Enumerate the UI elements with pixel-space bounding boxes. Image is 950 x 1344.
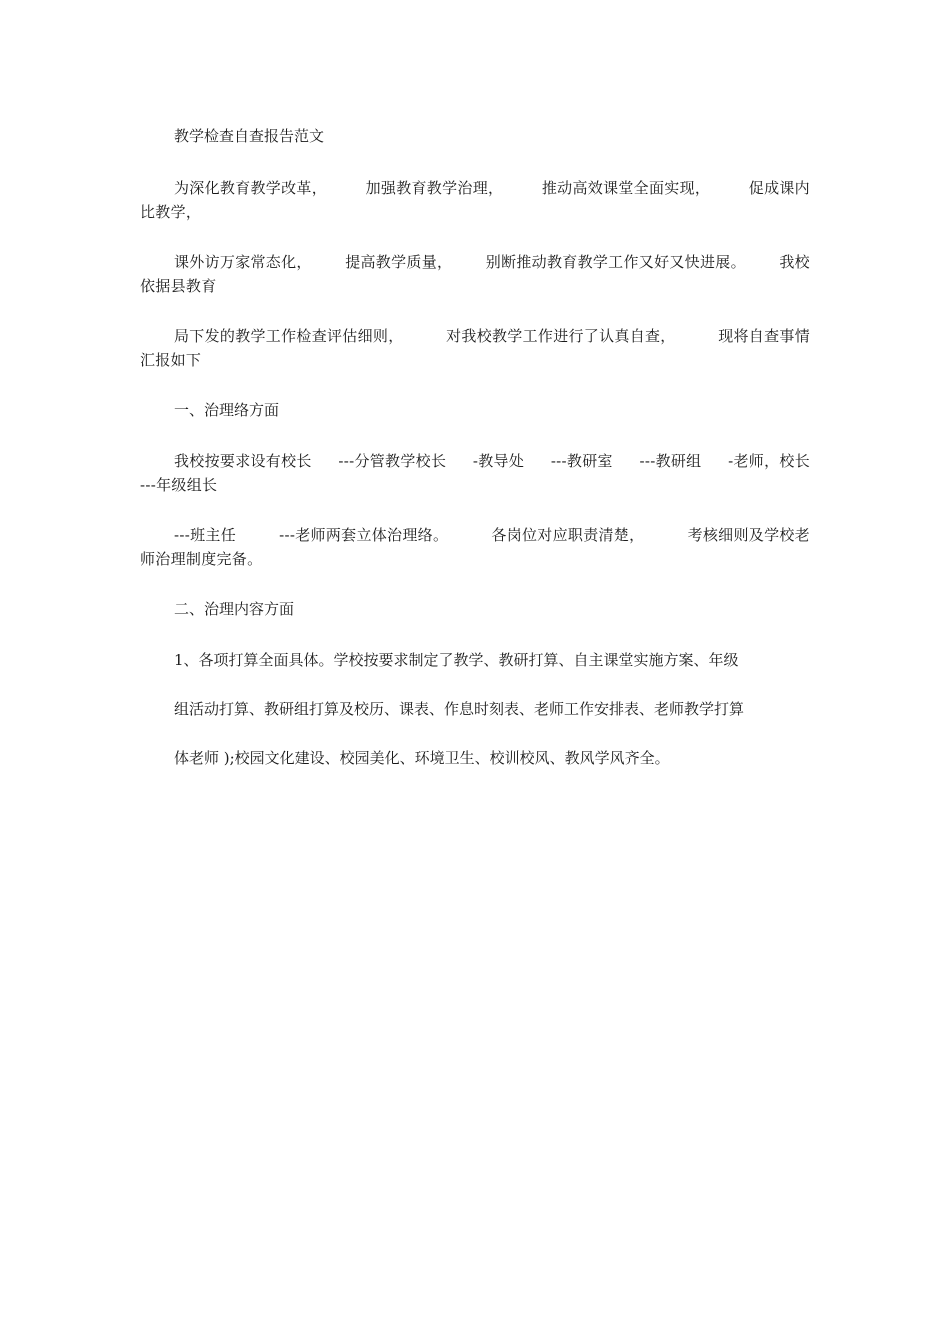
paragraph-5-line-1 xyxy=(140,523,810,547)
item-1-line-3: 体老师 );校园文化建设、校园美化、环境卫生、校训校风、教风学风齐全。 xyxy=(174,749,670,767)
paragraph-5-line-2 xyxy=(140,547,810,571)
paragraph-4-line-2 xyxy=(140,473,810,497)
text-segment: ---班主任 xyxy=(174,526,237,544)
text-segment: 加强教育教学治理， xyxy=(365,179,504,197)
text-segment: -教导处 xyxy=(472,452,525,470)
item-1-line-2: 组活动打算、教研组打算及校历、课表、作息时刻表、老师工作安排表、老师教学打算 xyxy=(174,700,745,718)
paragraph-1 xyxy=(140,176,810,224)
text-segment: 师治理制度完备。 xyxy=(140,550,263,568)
text-segment: 比教学， xyxy=(140,203,202,221)
text-segment: ---年级组长 xyxy=(140,476,218,494)
paragraph-4-line-1 xyxy=(140,449,810,473)
text-segment: 我校 xyxy=(779,253,810,271)
text-segment: 汇报如下 xyxy=(140,351,202,369)
section-heading-2: 二、治理内容方面 xyxy=(174,600,295,618)
text-segment: 对我校教学工作进行了认真自查， xyxy=(446,327,676,345)
paragraph-3-line-1 xyxy=(140,324,810,348)
text-segment: 为深化教育教学改革， xyxy=(174,179,328,197)
text-segment: 提高教学质量， xyxy=(345,253,453,271)
text-segment: -老师，校长 xyxy=(728,452,810,470)
text-segment: ---教研组 xyxy=(639,452,702,470)
document-title: 教学检查自查报告范文 xyxy=(174,127,325,145)
text-segment: 我校按要求设有校长 xyxy=(174,452,312,470)
paragraph-3-line-2 xyxy=(140,348,810,372)
text-segment: 促成课内 xyxy=(748,179,810,197)
paragraph-4 xyxy=(140,449,810,497)
section-heading-1: 一、治理络方面 xyxy=(174,401,280,419)
text-segment: 依据县教育 xyxy=(140,277,217,295)
paragraph-3 xyxy=(140,324,810,372)
paragraph-2-line-2 xyxy=(140,274,810,298)
text-segment: 推动高效课堂全面实现， xyxy=(541,179,711,197)
paragraph-1-line-1 xyxy=(140,176,810,200)
text-segment: 别断推动教育教学工作又好又快进展。 xyxy=(485,253,746,271)
text-segment: ---老师两套立体治理络。 xyxy=(279,526,449,544)
paragraph-1-line-2 xyxy=(140,200,810,224)
text-segment: ---分管教学校长 xyxy=(338,452,447,470)
text-segment: ---教研室 xyxy=(550,452,613,470)
text-segment: 局下发的教学工作检查评估细则， xyxy=(174,327,404,345)
text-segment: 现将自查事情 xyxy=(718,327,810,345)
paragraph-2-line-1 xyxy=(140,250,810,274)
text-segment: 课外访万家常态化， xyxy=(174,253,312,271)
paragraph-2 xyxy=(140,250,810,298)
text-segment: 考核细则及学校老 xyxy=(687,526,810,544)
text-segment: 各岗位对应职责清楚， xyxy=(491,526,645,544)
item-1-line-1: 1、各项打算全面具体。学校按要求制定了教学、教研打算、自主课堂实施方案、年级 xyxy=(174,651,739,669)
paragraph-5 xyxy=(140,523,810,571)
